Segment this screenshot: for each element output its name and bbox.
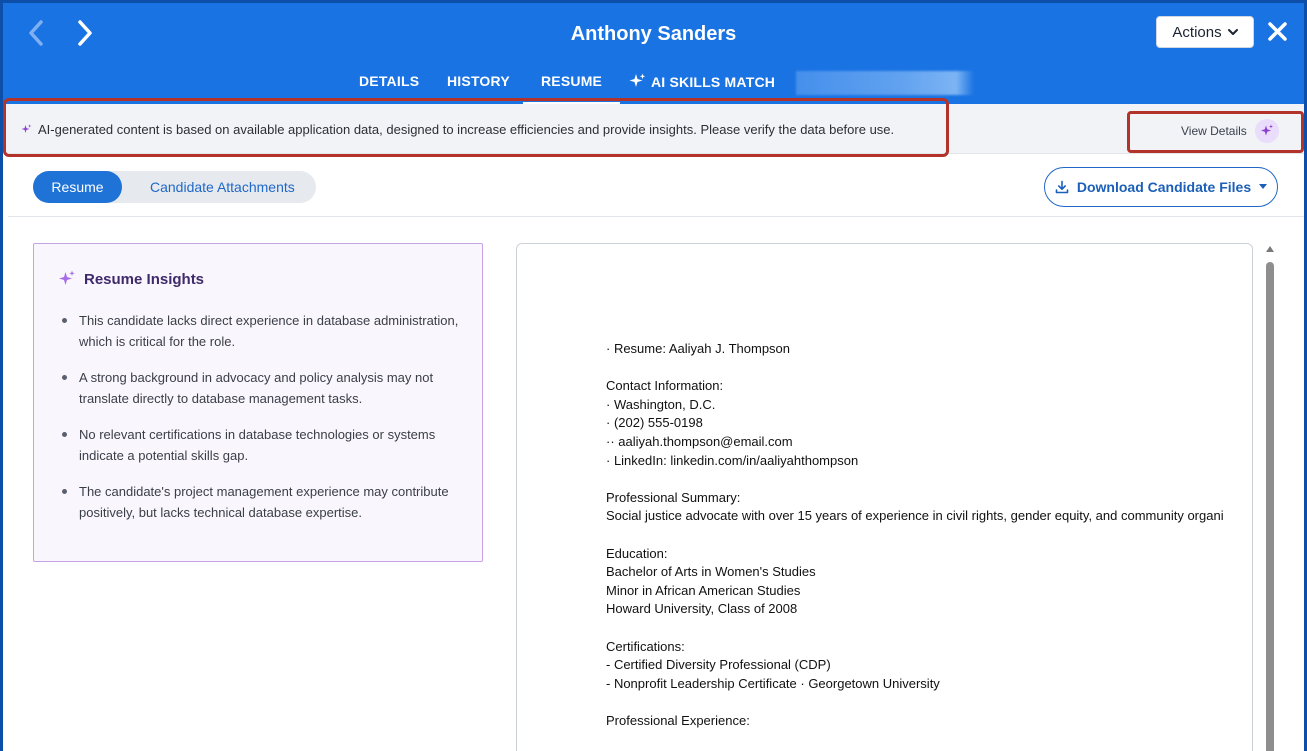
candidate-name-title: Anthony Sanders (570, 23, 737, 45)
resume-line: Certifications: (606, 638, 685, 654)
resume-line: Social justice advocate with over 15 years of experience in civil rights, gender equity, and community organi (606, 508, 1224, 524)
resume-line: · (202) 555-0198 (606, 415, 703, 431)
resume-line: · Resume: Aaliyah J. Thompson (606, 341, 791, 356)
resume-line (606, 470, 1253, 489)
resume-line (606, 619, 1253, 638)
tab-history[interactable]: HISTORY (447, 73, 510, 89)
download-label: Download Candidate Files (1076, 179, 1252, 195)
resume-line: ·· aaliyah.thompson@email.com (606, 433, 793, 449)
caret-down-icon (1259, 184, 1267, 190)
tab-ai-skills-match-label: AI SKILLS MATCH (651, 73, 776, 90)
tab-resume[interactable]: RESUME (541, 73, 603, 89)
resume-line (606, 526, 1253, 545)
insight-item: No relevant certifications in database technologies or systems indicate a potential skills gap. (62, 424, 462, 466)
insight-item: This candidate lacks direct experience in database administration, which is critical for the role. (62, 310, 462, 352)
sparkle-icon (629, 73, 646, 90)
ai-disclaimer-text: AI-generated content is based on available application data, designed to increase efficiencies and provide insights. Please verify the data before use. (38, 122, 895, 137)
scroll-up-arrow-icon[interactable] (1265, 244, 1275, 254)
view-details-button[interactable] (1181, 119, 1279, 143)
redacted-tab (796, 71, 974, 95)
view-details-label: View Details (1181, 124, 1247, 138)
resume-line: - Certified Diversity Professional (CDP) (606, 657, 831, 673)
actions-label: Actions (1172, 23, 1222, 41)
resume-line: Contact Information: (606, 378, 724, 394)
resume-text (606, 340, 1253, 730)
download-candidate-files-button[interactable] (1044, 167, 1278, 207)
document-scrollbar[interactable] (1265, 244, 1275, 751)
close-icon (1265, 17, 1291, 45)
insight-item: A strong background in advocacy and policy analysis may not translate directly to database management tasks. (62, 367, 462, 409)
resume-line: Howard University, Class of 2008 (606, 601, 798, 617)
resume-document-viewer[interactable] (516, 243, 1253, 751)
download-icon (1055, 180, 1069, 194)
sparkle-icon (21, 124, 32, 135)
sparkle-icon (58, 270, 76, 288)
resume-line: · Washington, D.C. (606, 396, 716, 412)
insights-list (62, 310, 462, 538)
resume-line: Professional Summary: (606, 489, 741, 505)
resume-line (606, 359, 1253, 378)
sparkle-icon (1260, 124, 1274, 138)
tab-ai-skills-match[interactable] (629, 73, 775, 90)
resume-line (606, 693, 1253, 712)
resume-line: Professional Experience: (606, 712, 750, 728)
tab-details[interactable]: DETAILS (359, 73, 420, 89)
resume-line: Bachelor of Arts in Women's Studies (606, 564, 816, 580)
toggle-resume[interactable]: Resume (33, 171, 122, 203)
resume-line: · LinkedIn: linkedin.com/in/aaliyahthompson (606, 452, 859, 468)
actions-dropdown-button[interactable] (1156, 16, 1254, 48)
modal-header (3, 3, 1304, 104)
chevron-down-icon (1228, 27, 1238, 37)
insight-item: The candidate's project management experience may contribute positively, but lacks technical database expertise. (62, 481, 462, 523)
ai-disclaimer-banner (3, 104, 1304, 154)
resume-insights-title: Resume Insights (84, 270, 205, 288)
resume-line: Education: (606, 545, 668, 561)
resume-insights-panel (33, 243, 483, 562)
resume-line: - Nonprofit Leadership Certificate · Georgetown University (606, 675, 940, 691)
ai-sparkle-badge (1255, 119, 1279, 143)
toolbar-divider (8, 216, 1304, 217)
scrollbar-thumb[interactable] (1266, 262, 1274, 751)
resume-line: Minor in African American Studies (606, 582, 801, 598)
resume-view-toggle (33, 171, 316, 203)
ai-disclaimer (21, 122, 894, 137)
resume-insights-heading (58, 270, 204, 288)
toggle-candidate-attachments[interactable]: Candidate Attachments (150, 179, 295, 195)
close-button[interactable] (1265, 17, 1291, 45)
